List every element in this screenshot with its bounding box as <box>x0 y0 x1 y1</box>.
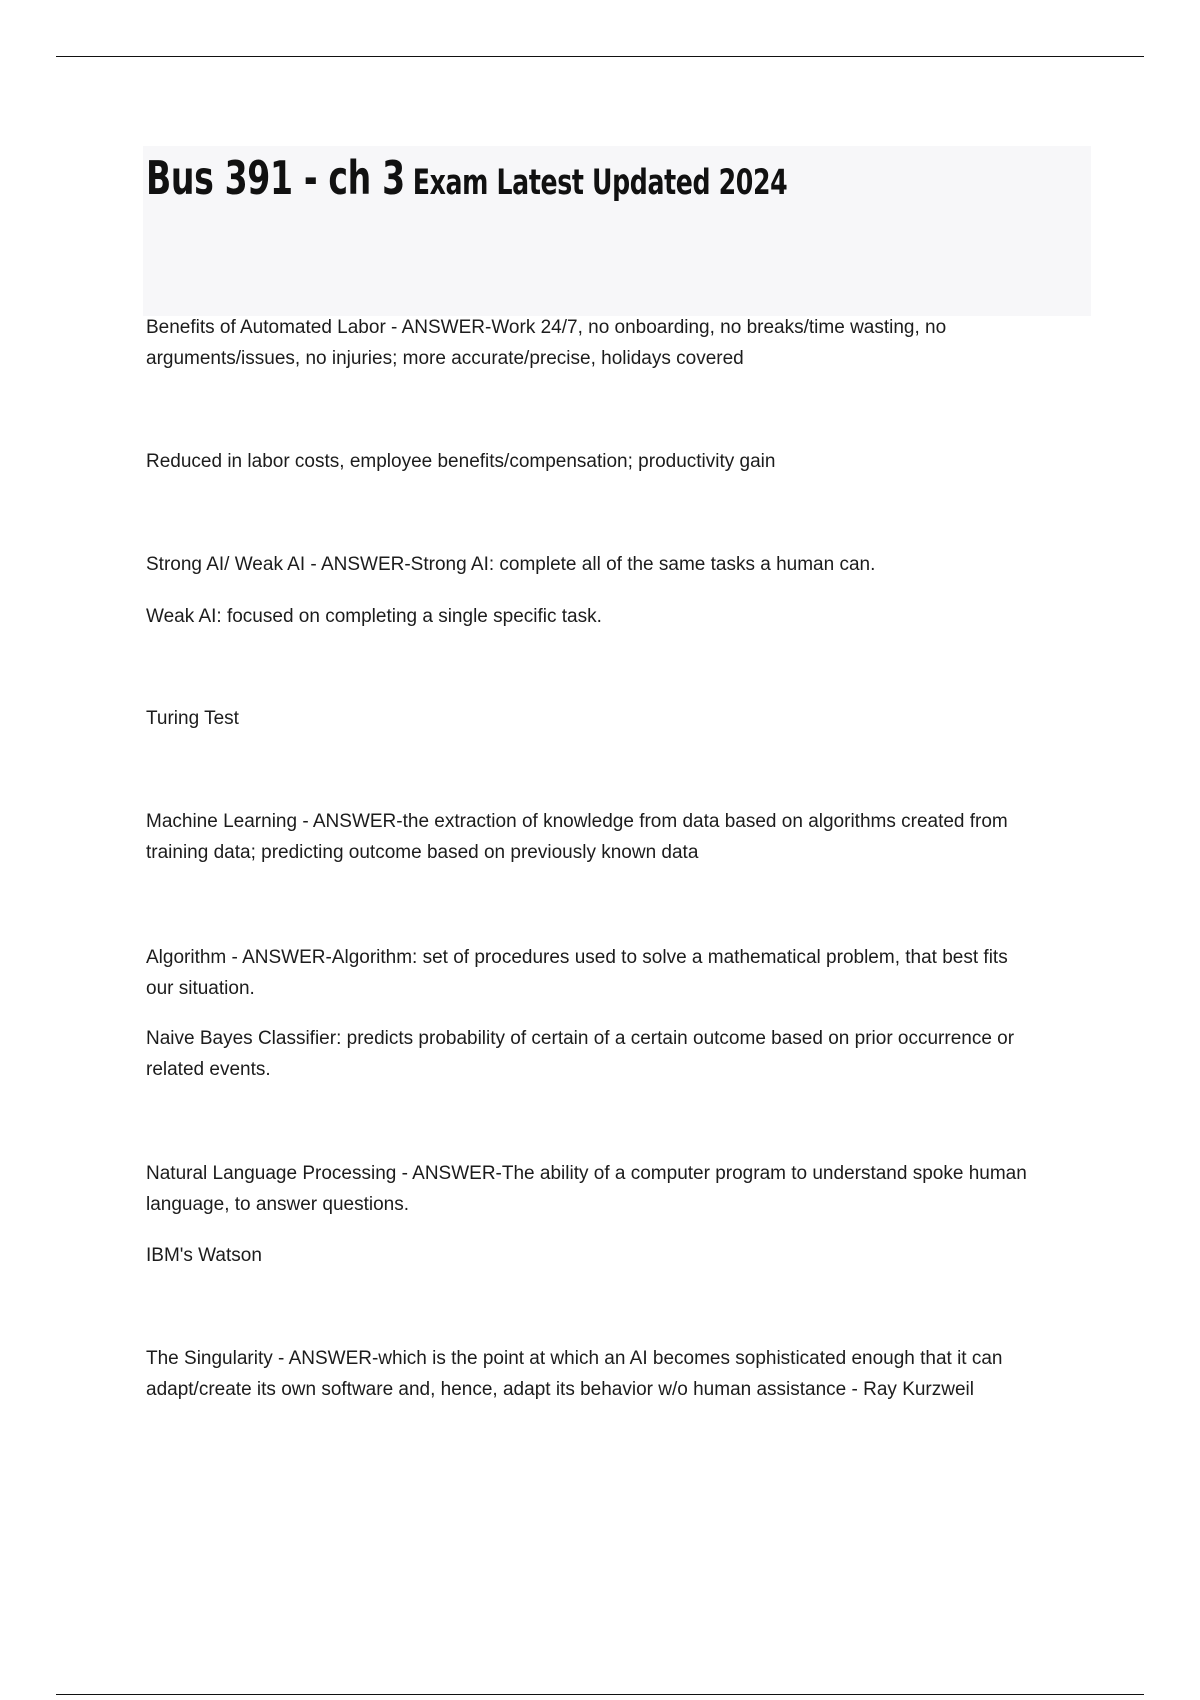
paragraph-natural-language-processing <box>146 1158 1027 1220</box>
document-title-main: Bus 391 - ch 3 <box>146 151 405 205</box>
paragraph-singularity <box>146 1343 1003 1405</box>
paragraph-line: Weak AI: focused on completing a single specific task. <box>146 606 602 627</box>
paragraph-line: Benefits of Automated Labor - ANSWER-Work 24/7, no onboarding, no breaks/time wasting, no <box>146 317 947 338</box>
paragraph-line: The Singularity - ANSWER-which is the point at which an AI becomes sophisticated enough that it can <box>146 1348 1003 1369</box>
paragraph-line: IBM's Watson <box>146 1245 262 1266</box>
paragraph-line: Reduced in labor costs, employee benefits/compensation; productivity gain <box>146 451 776 472</box>
paragraph-line: Naive Bayes Classifier: predicts probability of certain of a certain outcome based on prior occurrence or <box>146 1028 1015 1049</box>
paragraph-line: Turing Test <box>146 708 239 729</box>
bottom-rule <box>56 1694 1144 1695</box>
paragraph-line: adapt/create its own software and, hence, adapt its behavior w/o human assistance - Ray Kurzweil <box>146 1379 974 1400</box>
paragraph-line: Strong AI/ Weak AI - ANSWER-Strong AI: complete all of the same tasks a human can. <box>146 554 876 575</box>
paragraph-reduced-labor-costs <box>146 446 775 477</box>
title-block <box>143 146 1091 316</box>
paragraph-machine-learning <box>146 806 1008 868</box>
paragraph-turing-test <box>146 703 239 734</box>
document-title-sub: Exam Latest Updated 2024 <box>412 163 788 203</box>
paragraph-line: Machine Learning - ANSWER-the extraction of knowledge from data based on algorithms created from <box>146 811 1008 832</box>
paragraph-ibm-watson <box>146 1240 262 1271</box>
paragraph-line: training data; predicting outcome based on previously known data <box>146 842 699 863</box>
paragraph-naive-bayes <box>146 1023 1014 1085</box>
top-rule <box>56 56 1144 57</box>
paragraph-line: Natural Language Processing - ANSWER-The ability of a computer program to understand spoke human <box>146 1163 1027 1184</box>
paragraph-line: related events. <box>146 1059 271 1080</box>
paragraph-algorithm <box>146 942 1008 1004</box>
paragraph-weak-ai <box>146 601 602 632</box>
paragraph-line: our situation. <box>146 978 255 999</box>
paragraph-line: arguments/issues, no injuries; more accurate/precise, holidays covered <box>146 348 744 369</box>
paragraph-line: Algorithm - ANSWER-Algorithm: set of procedures used to solve a mathematical problem, that best fits <box>146 947 1008 968</box>
paragraph-strong-weak-ai <box>146 549 875 580</box>
paragraph-line: language, to answer questions. <box>146 1194 410 1215</box>
paragraph-benefits-automated-labor <box>146 312 946 374</box>
document-title <box>146 151 787 205</box>
